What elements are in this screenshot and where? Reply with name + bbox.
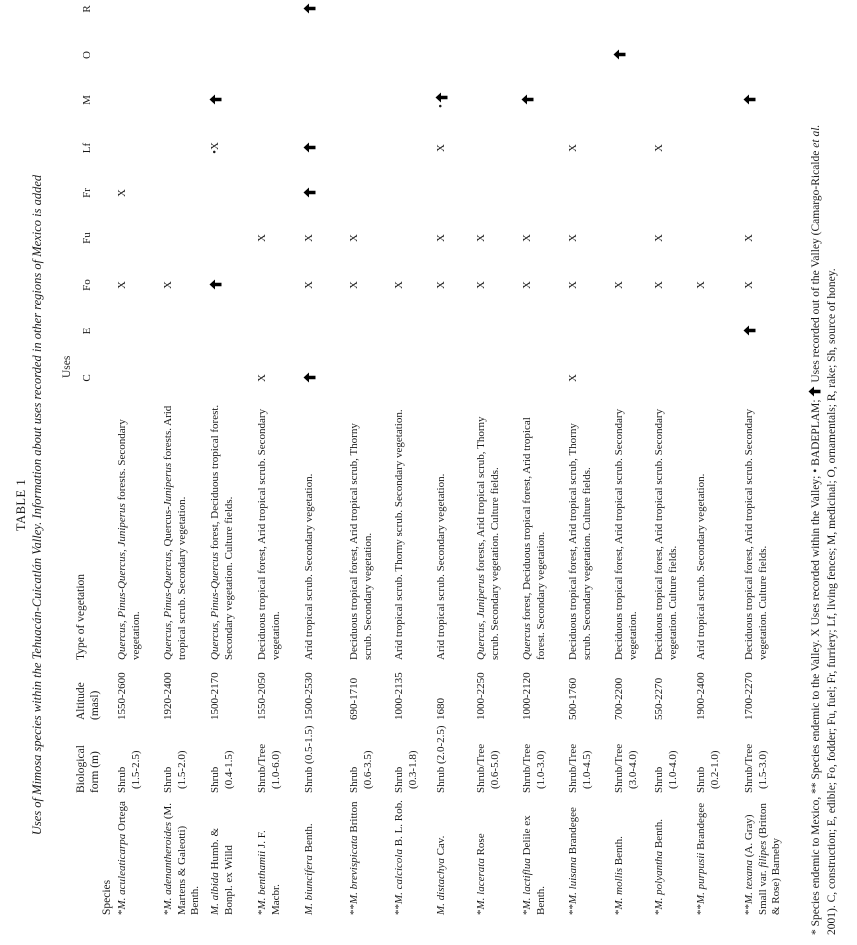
altitude-value: 1000-2135 <box>393 672 405 720</box>
use-mark: X <box>653 281 665 289</box>
biological-form <box>743 744 770 793</box>
caption-valley: Tehuacán-Cuicatlán Valley <box>30 524 44 660</box>
use-mark: X <box>743 234 755 242</box>
use-mark: X <box>435 234 447 242</box>
form-line: (0.6-5.0) <box>488 750 501 789</box>
species-name: *M. aculeaticarpa Ortega <box>116 801 128 915</box>
up-arrow-icon <box>303 2 316 16</box>
up-arrow-icon <box>209 93 222 107</box>
up-arrow-icon <box>303 141 316 155</box>
use-mark: X <box>116 281 128 289</box>
altitude-value: 1920-2400 <box>162 672 174 720</box>
use-mark: X <box>653 234 665 242</box>
species-name: **M. purpusii Brandegee <box>695 802 707 915</box>
header-altitude-line2: (masl) <box>89 690 101 720</box>
form-line: Shrub <box>653 766 665 793</box>
use-mark: X <box>567 144 579 152</box>
form-line: Shrub <box>695 766 707 793</box>
header-altitude-line1: Altitude <box>75 682 87 720</box>
header-form: Biological form (m) <box>75 745 101 793</box>
use-mark: X <box>475 234 487 242</box>
use-header-c: C <box>81 374 93 382</box>
species-name: **M. brevispicata Britton <box>348 801 360 915</box>
biological-form <box>209 751 236 794</box>
use-mark: X <box>567 281 579 289</box>
header-altitude <box>74 682 102 720</box>
vegetation-type: Deciduous tropical forest, Arid tropical scrub. Secondary vegetation. Culture fields. <box>743 408 769 660</box>
altitude-value: 1550-2600 <box>116 672 128 720</box>
biological-form <box>475 744 502 793</box>
caption-post: . Information about uses recorded in other regions of Mexico is added <box>30 174 44 525</box>
footnote-line1 <box>808 25 824 935</box>
biological-form <box>653 751 680 794</box>
biological-form <box>521 744 548 793</box>
header-species: Species <box>101 879 113 915</box>
form-line: (1.5-2.5) <box>129 750 142 789</box>
use-mark: X <box>695 281 707 289</box>
caption-pre: Uses of <box>30 794 44 836</box>
use-header-fo: Fo <box>81 279 93 291</box>
altitude-value: 1900-2400 <box>695 672 707 720</box>
use-mark: X <box>613 281 625 289</box>
form-line: (1.0-3.0) <box>534 750 547 789</box>
form-line: (1.0-6.0) <box>269 750 282 789</box>
use-header-e: E <box>81 327 93 335</box>
vegetation-type: Arid tropical scrub. Secondary vegetation. <box>303 473 315 660</box>
form-line: (1.0-4.5) <box>580 750 593 789</box>
use-header-o: O <box>81 51 93 59</box>
form-line: Shrub <box>116 766 128 793</box>
caption-genus: Mimosa <box>30 754 44 795</box>
use-header-fu: Fu <box>81 232 93 244</box>
species-name: M. biuncifera Benth. <box>303 823 315 915</box>
use-mark: X <box>743 281 755 289</box>
vegetation-type: Quercus, Pinus-Quercus forest, Deciduous tropical forest. Secondary vegetation. Culture fields. <box>209 404 235 660</box>
use-mark: X <box>162 281 174 289</box>
form-line: Shrub <box>162 766 174 793</box>
species-name: *M. adenantheroides (M. Martens & Galeotti) Benth. <box>162 802 201 915</box>
species-name: **M. luisana Brandegee <box>567 807 579 915</box>
use-mark: •X <box>209 142 221 154</box>
form-line: Shrub <box>393 766 405 793</box>
footnote-arrow-icon <box>808 386 821 397</box>
caption-mid: species within the <box>30 659 44 755</box>
form-line: (0.3-1.8) <box>406 750 419 789</box>
form-line: (0.4-1.5) <box>222 750 235 789</box>
form-line: Shrub/Tree <box>521 743 533 793</box>
use-mark: X <box>475 281 487 289</box>
biological-form <box>567 744 594 793</box>
altitude-value: 500-1760 <box>567 677 579 720</box>
altitude-value: 690-1710 <box>348 677 360 720</box>
altitude-value: 550-2270 <box>653 677 665 720</box>
up-arrow-icon <box>303 371 316 385</box>
biological-form <box>162 751 189 794</box>
table-caption <box>30 65 45 945</box>
use-mark: X <box>348 234 360 242</box>
use-header-m: M <box>81 95 93 105</box>
biological-form <box>393 751 420 794</box>
form-line: Shrub/Tree <box>567 743 579 793</box>
altitude-value: 1000-2120 <box>521 672 533 720</box>
vegetation-type: Deciduous tropical forest, Arid tropical scrub, Thorny scrub. Secondary vegetation. Culture fields. <box>567 423 593 660</box>
vegetation-type: Arid tropical scrub. Secondary vegetation. <box>435 473 447 660</box>
biological-form <box>613 744 640 793</box>
header-uses: Uses <box>61 355 73 378</box>
species-name: M. albida Humb. & Bonpl. ex Willd <box>209 827 235 915</box>
biological-form <box>348 751 375 794</box>
vegetation-type: Deciduous tropical forest, Arid tropical scrub. Secondary vegetation. Culture fields. <box>653 408 679 660</box>
footnote-line1-c: et al. <box>810 124 822 148</box>
vegetation-type: Quercus, Pinus-Quercus, Quercus-Juniperus forests. Arid tropical scrub. Secondary vegetation. <box>162 405 188 660</box>
species-name: **M. texana (A. Gray) Small var. filipes (Britton & Rose) Barneby <box>743 803 782 915</box>
form-line: Shrub (2.0-2.5) <box>435 725 447 793</box>
form-line: (0.6-3.5) <box>361 750 374 789</box>
form-line: (1.0-4.0) <box>666 750 679 789</box>
use-mark: X <box>567 234 579 242</box>
up-arrow-icon <box>303 186 316 200</box>
form-line: Shrub/Tree <box>743 743 755 793</box>
vegetation-type: Arid tropical scrub. Thorny scrub. Secondary vegetation. <box>393 409 405 660</box>
up-arrow-icon <box>209 278 222 292</box>
species-name: *M. mollis Benth. <box>613 836 625 915</box>
altitude-value: 700-2200 <box>613 677 625 720</box>
vegetation-type: Deciduous tropical forest, Arid tropical scrub, Thorny scrub. Secondary vegetation. <box>348 423 374 660</box>
vegetation-type: Deciduous tropical forest, Arid tropical scrub. Secondary vegetation. <box>613 408 639 660</box>
up-arrow-icon <box>613 48 626 62</box>
use-mark: X <box>303 234 315 242</box>
use-mark: X <box>521 281 533 289</box>
biological-form <box>435 725 449 793</box>
use-mark: X <box>567 374 579 382</box>
header-vegetation: Type of vegetation <box>75 573 87 660</box>
form-line: (3.0-4.0) <box>626 750 639 789</box>
biological-form <box>256 744 283 793</box>
form-line: Shrub <box>348 766 360 793</box>
biological-form <box>116 751 143 794</box>
altitude-value: 1500-2530 <box>303 672 315 720</box>
use-mark: X <box>435 144 447 152</box>
use-header-r: R <box>81 5 93 13</box>
form-line: Shrub/Tree <box>256 743 268 793</box>
vegetation-type: Quercus, Juniperus forests, Arid tropical scrub, Thorny scrub. Secondary vegetation. Culture fields. <box>475 416 501 660</box>
form-line: Shrub/Tree <box>475 743 487 793</box>
biological-form <box>695 751 722 794</box>
up-arrow-icon <box>743 93 756 107</box>
species-name: **M. calcicola B. L. Rob. <box>393 800 405 915</box>
vegetation-type: Arid tropical scrub. Secondary vegetation. <box>695 473 707 660</box>
form-line: (1.5-2.0) <box>175 750 188 789</box>
species-name: *M. lactiflua Delile ex Benth. <box>521 815 547 915</box>
use-header-lf: Lf <box>81 142 93 154</box>
form-line: Shrub (0.5-1.5) <box>303 725 315 793</box>
altitude-value: 1500-2170 <box>209 672 221 720</box>
up-arrow-icon <box>743 324 756 338</box>
altitude-value: 1680 <box>435 698 447 720</box>
use-mark: X <box>521 234 533 242</box>
species-name: M. distachya Cav. <box>435 835 447 915</box>
use-mark: X <box>348 281 360 289</box>
use-mark: X <box>393 281 405 289</box>
use-mark: X <box>435 281 447 289</box>
form-line: Shrub/Tree <box>613 743 625 793</box>
altitude-value: 1700-2270 <box>743 672 755 720</box>
altitude-value: 1000-2250 <box>475 672 487 720</box>
table-label: TABLE 1 <box>14 478 28 532</box>
use-mark: X <box>256 374 268 382</box>
dot-up-arrow-icon: • <box>435 89 449 111</box>
use-mark: X <box>256 234 268 242</box>
form-line: Shrub <box>209 766 221 793</box>
form-line: (0.2-1.0) <box>708 750 721 789</box>
altitude-value: 1550-2050 <box>256 672 268 720</box>
use-mark: X <box>116 189 128 197</box>
footnote-line1-b: Uses recorded out of the Valley (Camargo-Ricalde <box>810 147 822 386</box>
biological-form <box>303 725 317 793</box>
footnote-line2: 2001). C, construction; E, edible; Fo, fodder; Fu, fuel; Fr, furriery; Lf, living fences; M, medicinal; O, ornamentals; R, rake; Sh, source of honey. <box>826 268 838 935</box>
table-footnote <box>808 25 840 935</box>
use-mark: X <box>653 144 665 152</box>
use-header-fr: Fr <box>81 188 93 198</box>
species-name: *M. benthamii J. F. Macbr. <box>256 830 282 915</box>
up-arrow-icon <box>521 93 534 107</box>
vegetation-type: Quercus forest, Deciduous tropical forest, Arid tropical forest. Secondary vegetation. <box>521 417 547 660</box>
vegetation-type: Deciduous tropical forest, Arid tropical scrub. Secondary vegetation. <box>256 408 282 660</box>
footnote-line1-a: * Species endemic to Mexico, ** Species endemic to the Valley. X Uses recorded within the Valley; • BADEPLAM; <box>810 396 822 935</box>
use-mark: X <box>303 281 315 289</box>
species-name: *M. polyantha Benth. <box>653 819 665 915</box>
species-name: *M. lacerata Rose <box>475 833 487 915</box>
vegetation-type: Quercus, Pinus-Quercus, Juniperus forests. Secondary vegetation. <box>116 419 142 660</box>
form-line: (1.5-3.0) <box>756 750 769 789</box>
